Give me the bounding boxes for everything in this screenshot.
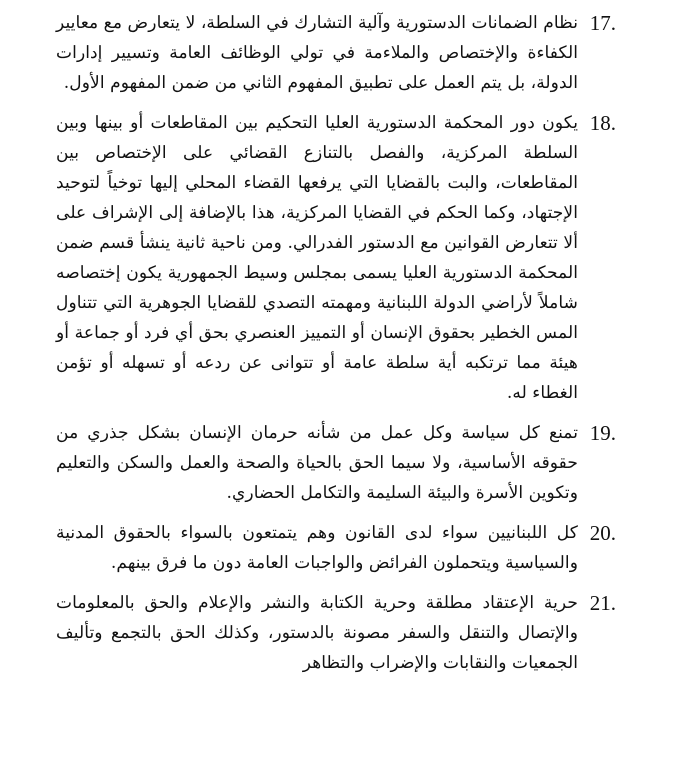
- list-item-20: [56, 518, 616, 578]
- item-number: 17.: [589, 11, 616, 35]
- item-text: يكون دور المحكمة الدستورية العليا التحكيم بين المقاطعات أو بينها وبين السلطة المركزية، والفصل بالتنازع القضائي على الإختصاص بين المقاطعات، والبت بالقضايا التي يرفعها القضاء المحلي إليها توخياً لتوحيد الإجتهاد، وكما الحكم في القضايا المركزية، هذا بالإضافة إلى الإشراف على ألا تتعارض القوانين مع الدستور الفدرالي. ومن ناحية ثانية ينشأ قسم ضمن المحكمة الدستورية العليا يسمى بمجلس وسيط الجمهورية يكون إختصاصه شاملاً لأراضي الدولة اللبنانية ومهمته التصدي للقضايا الجوهرية التي تتناول المس الخطير بحقوق الإنسان أو التمييز العنصري بحق أي فرد أو جماعة أو هيئة مما ترتكبه أية سلطة عامة أو تتوانى عن ردعه أو تسهله أو تؤمن الغطاء له.: [56, 113, 578, 403]
- item-number: 21.: [589, 591, 616, 615]
- item-text: كل اللبنانيين سواء لدى القانون وهم يتمتعون بالسواء بالحقوق المدنية والسياسية ويتحملون الفرائض والواجبات العامة دون ما فرق بينهم.: [56, 523, 578, 573]
- item-number: 18.: [589, 111, 616, 135]
- list-item-21: [56, 588, 616, 678]
- list-item-17: [56, 8, 616, 98]
- item-text: نظام الضمانات الدستورية وآلية التشارك في السلطة، لا يتعارض مع معايير الكفاءة والإختصاص والملاءمة في تولي الوظائف العامة وتسيير إدارات الدولة، بل يتم العمل على تطبيق المفهوم الثاني من ضمن المفهوم الأول.: [56, 13, 578, 93]
- item-number: 19.: [589, 421, 616, 445]
- item-text: تمنع كل سياسة وكل عمل من شأنه حرمان الإنسان بشكل جذري من حقوقه الأساسية، ولا سيما الحق بالحياة والصحة والعمل والسكن والتعليم وتكوين الأسرة والبيئة السليمة والتكامل الحضاري.: [56, 423, 578, 503]
- document-page: [56, 8, 616, 688]
- item-number: 20.: [589, 521, 616, 545]
- item-text: حرية الإعتقاد مطلقة وحرية الكتابة والنشر والإعلام والحق بالمعلومات والإتصال والتنقل والسفر مصونة بالدستور، وكذلك الحق بالتجمع وتأليف الجمعيات والنقابات والإضراب والتظاهر: [56, 593, 578, 673]
- list-item-18: [56, 108, 616, 408]
- list-item-19: [56, 418, 616, 508]
